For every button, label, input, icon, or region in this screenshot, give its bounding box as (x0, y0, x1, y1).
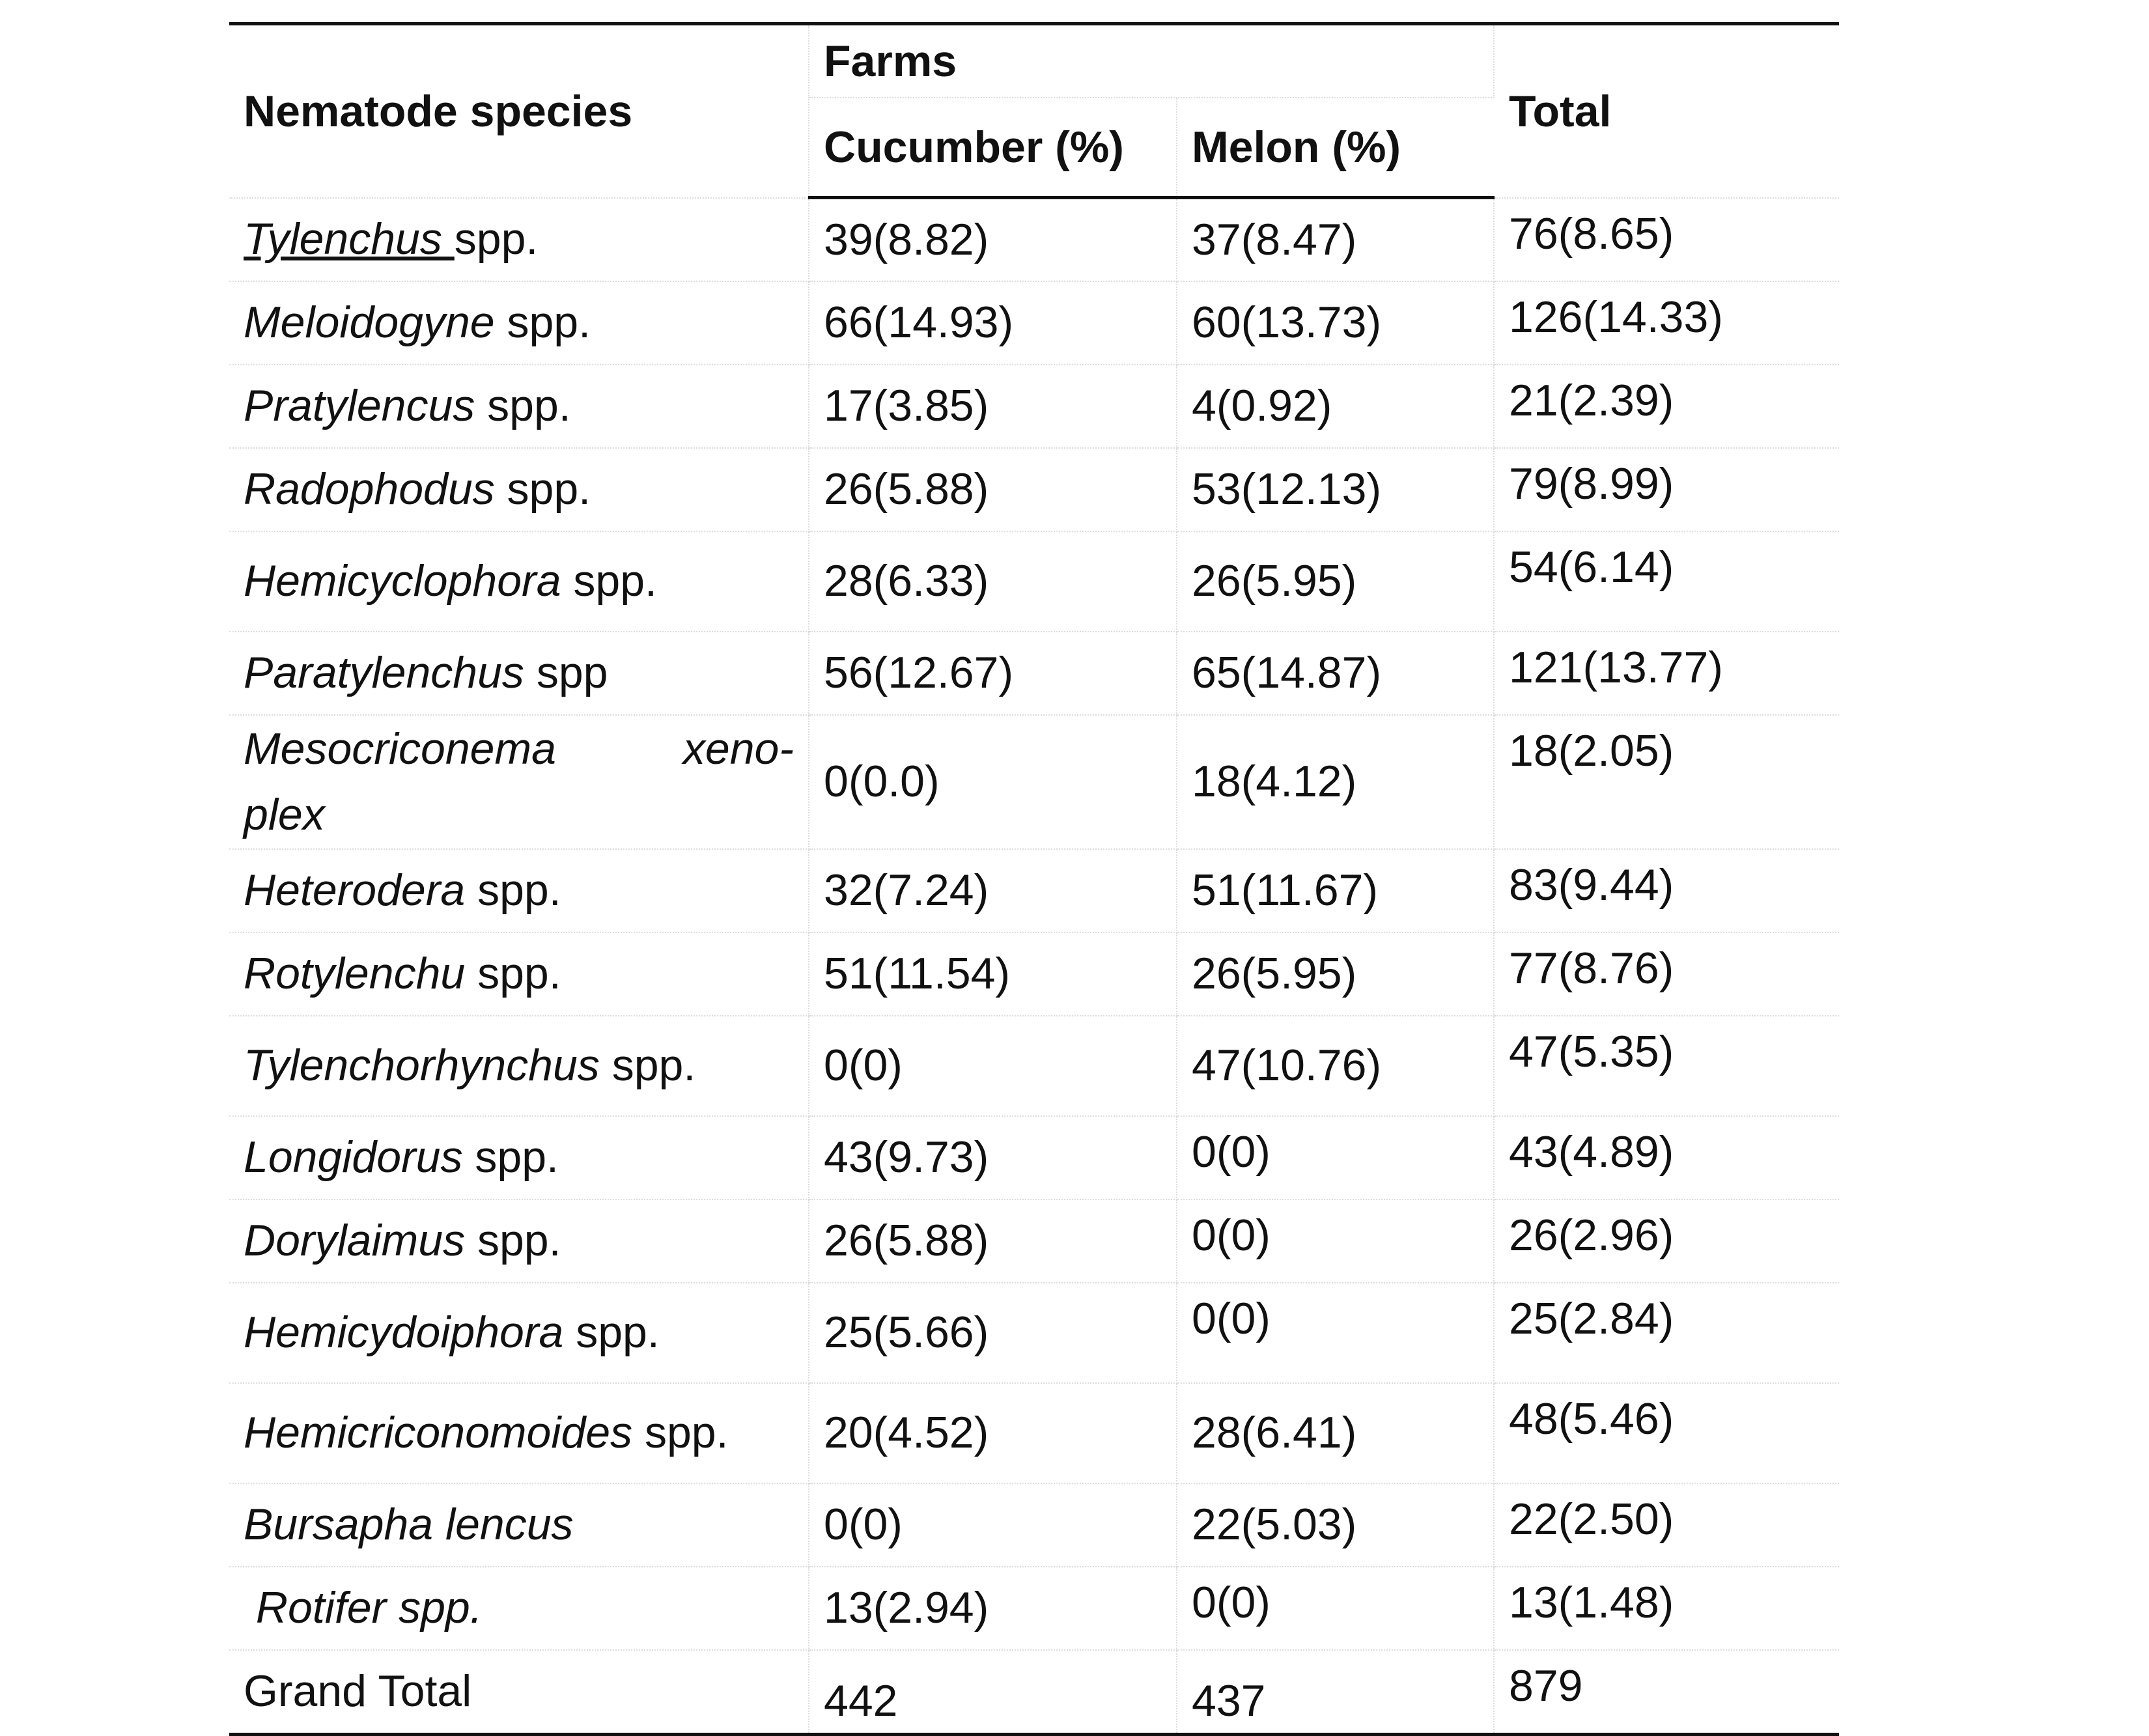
melon-cell: 0(0) (1177, 1283, 1494, 1383)
species-suffix: spp. (561, 556, 657, 606)
species-suffix: spp. (632, 1408, 729, 1458)
species-cell (229, 281, 809, 365)
cucumber-cell: 66(14.93) (809, 281, 1177, 365)
cucumber-cell: 20(4.52) (809, 1383, 1177, 1483)
cucumber-cell: 0(0) (809, 1483, 1177, 1567)
species-cell (229, 198, 809, 281)
header-nematode-species: Nematode species (229, 24, 809, 198)
species-suffix: spp. (462, 1132, 559, 1183)
cucumber-cell: 17(3.85) (809, 365, 1177, 448)
total-cell: 83(9.44) (1494, 849, 1839, 932)
total-cell: 79(8.99) (1494, 448, 1839, 531)
grand-total-cucumber: 442 (809, 1650, 1177, 1735)
species-cell (229, 365, 809, 448)
species-suffix: spp. (475, 381, 571, 431)
table-row (229, 531, 1839, 632)
table-body (229, 198, 1839, 1735)
genus-name: Hemicydoiphora (244, 1308, 564, 1358)
table-row (229, 448, 1839, 531)
genus-name: Hemicriconomoides (244, 1408, 633, 1458)
table-row (229, 1116, 1839, 1199)
species-suffix: spp. (465, 865, 561, 916)
species-cell (229, 632, 809, 715)
melon-cell: 0(0) (1177, 1199, 1494, 1283)
table-row (229, 1567, 1839, 1650)
species-suffix: spp. (465, 949, 561, 999)
total-cell: 43(4.89) (1494, 1116, 1839, 1199)
grand-total-melon: 437 (1177, 1650, 1494, 1735)
cucumber-cell: 26(5.88) (809, 448, 1177, 531)
total-cell: 121(13.77) (1494, 632, 1839, 715)
table-row (229, 198, 1839, 281)
melon-cell: 22(5.03) (1177, 1483, 1494, 1567)
total-cell: 21(2.39) (1494, 365, 1839, 448)
total-cell: 26(2.96) (1494, 1199, 1839, 1283)
species-cell (229, 1199, 809, 1283)
cucumber-cell: 0(0) (809, 1016, 1177, 1116)
total-cell: 18(2.05) (1494, 715, 1839, 849)
cucumber-cell: 13(2.94) (809, 1567, 1177, 1650)
species-suffix: spp. (465, 1216, 561, 1266)
melon-cell: 51(11.67) (1177, 849, 1494, 932)
cucumber-cell: 51(11.54) (809, 932, 1177, 1016)
species-cell (229, 448, 809, 531)
grand-total-total: 879 (1494, 1650, 1839, 1735)
melon-cell: 0(0) (1177, 1116, 1494, 1199)
genus-name: Meloidogyne (244, 298, 495, 348)
species-cell (229, 1116, 809, 1199)
species-suffix: spp. (494, 298, 591, 348)
total-cell: 54(6.14) (1494, 531, 1839, 632)
total-cell: 22(2.50) (1494, 1483, 1839, 1567)
species-cell: Bursapha lencus (229, 1483, 809, 1567)
total-cell: 48(5.46) (1494, 1383, 1839, 1483)
total-cell: 13(1.48) (1494, 1567, 1839, 1650)
species-cell (229, 932, 809, 1016)
total-cell: 77(8.76) (1494, 932, 1839, 1016)
table-row (229, 1383, 1839, 1483)
genus-name: Pratylencus (244, 381, 475, 431)
cucumber-cell: 25(5.66) (809, 1283, 1177, 1383)
species-cell (229, 1016, 809, 1116)
species-suffix: spp. (599, 1041, 696, 1091)
melon-cell: 0(0) (1177, 1567, 1494, 1650)
cucumber-cell: 39(8.82) (809, 198, 1177, 281)
table-row (229, 932, 1839, 1016)
total-cell: 76(8.65) (1494, 198, 1839, 281)
header-melon: Melon (%) (1177, 98, 1494, 198)
table-header (229, 24, 1839, 198)
species-line-2: plex (244, 789, 325, 839)
table-row (229, 1283, 1839, 1383)
species-suffix: spp. (494, 464, 591, 514)
melon-cell: 37(8.47) (1177, 198, 1494, 281)
species-cell (229, 849, 809, 932)
grand-total-label: Grand Total (229, 1650, 809, 1735)
genus-name: Dorylaimus (244, 1216, 466, 1266)
species-suffix: spp (524, 648, 608, 698)
table-row (229, 365, 1839, 448)
genus-name: Tylenchorhynchus (244, 1041, 600, 1091)
genus-name: Longidorus (244, 1132, 463, 1183)
header-row-farms (229, 24, 1839, 98)
melon-cell: 60(13.73) (1177, 281, 1494, 365)
genus-name: Paratylenchus (244, 648, 524, 698)
table-row (229, 281, 1839, 365)
species-suffix: spp. (563, 1308, 660, 1358)
table-row (229, 1016, 1839, 1116)
total-cell: 126(14.33) (1494, 281, 1839, 365)
species-cell (229, 1383, 809, 1483)
melon-cell: 26(5.95) (1177, 531, 1494, 632)
cucumber-cell: 0(0.0) (809, 715, 1177, 849)
total-cell: 25(2.84) (1494, 1283, 1839, 1383)
species-cell (229, 715, 809, 849)
cucumber-cell: 26(5.88) (809, 1199, 1177, 1283)
genus-name: Heterodera (244, 865, 466, 916)
cucumber-cell: 56(12.67) (809, 632, 1177, 715)
melon-cell: 53(12.13) (1177, 448, 1494, 531)
melon-cell: 26(5.95) (1177, 932, 1494, 1016)
species-suffix: spp. (454, 214, 539, 264)
cucumber-cell: 28(6.33) (809, 531, 1177, 632)
header-farms: Farms (809, 24, 1494, 98)
table-row (229, 849, 1839, 932)
header-cucumber: Cucumber (%) (809, 98, 1177, 198)
genus-name: Tylenchus (244, 214, 455, 264)
cucumber-cell: 32(7.24) (809, 849, 1177, 932)
melon-cell: 18(4.12) (1177, 715, 1494, 849)
melon-cell: 4(0.92) (1177, 365, 1494, 448)
species-cell (229, 531, 809, 632)
species-cell: Rotifer spp. (229, 1567, 809, 1650)
melon-cell: 65(14.87) (1177, 632, 1494, 715)
nematode-species-table (229, 22, 1839, 1736)
genus-name: Mesocriconema (244, 723, 556, 774)
species-line-1 (244, 716, 794, 782)
melon-cell: 47(10.76) (1177, 1016, 1494, 1116)
species-epithet-part: xeno- (682, 723, 794, 774)
genus-name: Hemicyclophora (244, 556, 561, 606)
species-cell (229, 1283, 809, 1383)
genus-name: Rotylenchu (244, 949, 466, 999)
total-cell: 47(5.35) (1494, 1016, 1839, 1116)
melon-cell: 28(6.41) (1177, 1383, 1494, 1483)
grand-total-row (229, 1650, 1839, 1735)
table-row (229, 715, 1839, 849)
table-row (229, 632, 1839, 715)
cucumber-cell: 43(9.73) (809, 1116, 1177, 1199)
table-row (229, 1483, 1839, 1567)
table-row (229, 1199, 1839, 1283)
genus-name: Radophodus (244, 464, 495, 514)
header-total: Total (1494, 24, 1839, 198)
